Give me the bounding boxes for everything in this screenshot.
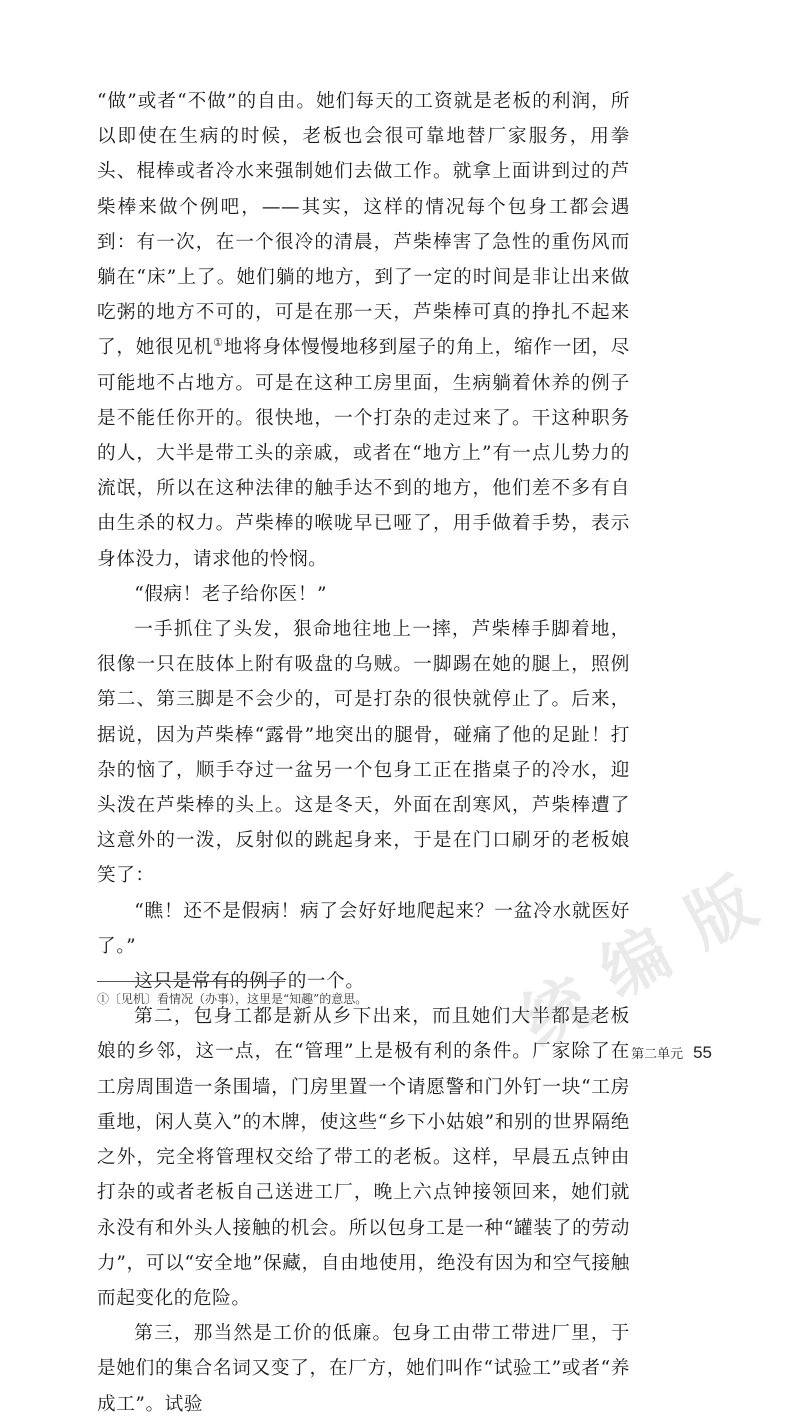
watermark-char-2: 编 — [588, 912, 684, 1013]
footnote-divider — [97, 981, 285, 982]
watermark-char-3: 版 — [673, 862, 769, 963]
paragraph-6: 第二，包身工都是新从乡下出来，而且她们大半都是老板娘的乡邻，这一点，在“管理”上是极有利的条件。厂家除了在工房周围造一条围墙，门房里置一个请愿警和门外钉一块“工房重地，闲人莫入”的木牌，使这些“乡下小姑娘”和别的世界隔绝之外，完全将管理权交给了带工的老板。这样，早晨五点钟由打杂的或者老板自己送进工厂，晚上六点钟接领回来，她们就永没有和外头人接触的机会。所以包身工是一种“罐装了的劳动力”，可以“安全地”保藏，自由地使用，绝没有因为和空气接触而起变化的危险。 — [97, 1006, 630, 1309]
footnote: ①〔见机〕看情况（办事），这里是“知趣”的意思。 — [97, 992, 368, 1006]
page-footer — [631, 1043, 712, 1063]
paragraph-1-text-cont: 地将身体慢慢地移到屋子的角上，缩作一团，尽可能地不占地方。可是在这种工房里面，生病躺着休养的例子是不能任你开的。很快地，一个打杂的走过来了。干这种职务的人，大半是带工头的亲戚，或者在“地方上”有一点儿势力的流氓，所以在这种法律的触手达不到的地方，他们差不多有自由生杀的权力。芦柴棒的喉咙早已哑了，用手做着手势，表示身体没力，请求他的怜悯。 — [97, 337, 630, 570]
paragraph-3: 一手抓住了头发，狠命地往地上一摔，芦柴棒手脚着地，很像一只在肢体上附有吸盘的乌贼。一脚踢在她的腿上，照例第二、第三脚是不会少的，可是打杂的很快就停止了。后来，据说，因为芦柴棒“露骨”地突出的腿骨，碰痛了他的足趾！打杂的恼了，顺手夺过一盆另一个包身工正在揩桌子的冷水，迎头泼在芦柴棒的头上。这是冬天，外面在刮寒风，芦柴棒遭了这意外的一泼，反射似的跳起身来，于是在门口刷牙的老板娘笑了： — [97, 619, 630, 887]
unit-label: 第二单元 — [631, 1047, 684, 1062]
paragraph-7: 第三，那当然是工价的低廉。包身工由带工带进厂里，于是她们的集合名词又变了，在厂方，她们叫作“试验工”或者“养成工”。试验 — [97, 1323, 630, 1415]
paragraph-2: “假病！老子给你医！” — [134, 583, 328, 605]
paragraph-5: 这只是常有的例子的一个。 — [134, 971, 365, 993]
body-text — [97, 84, 630, 1422]
paragraph-4: “瞧！还不是假病！病了会好好地爬起来？一盆冷水就医好了。” — [97, 900, 630, 957]
paragraph-1 — [97, 84, 630, 577]
footnote-mark: ① — [213, 336, 224, 350]
page-number: 55 — [693, 1043, 712, 1062]
paragraph-1-text: “做”或者“不做”的自由。她们每天的工资就是老板的利润，所以即使在生病的时候，老板也会很可靠地替厂家服务，用拳头、棍棒或者冷水来强制她们去做工作。就拿上面讲到过的芦柴棒来做个例吧，——其实，这样的情况每个包身工都会遇到：有一次，在一个很冷的清晨，芦柴棒害了急性的重伤风而躺在“床”上了。她们躺的地方，到了一定的时间是非让出来做吃粥的地方不可的，可是在那一天，芦柴棒可真的挣扎不起来了，她很见机 — [97, 91, 630, 359]
watermark-char-1: 统 — [508, 962, 604, 1063]
